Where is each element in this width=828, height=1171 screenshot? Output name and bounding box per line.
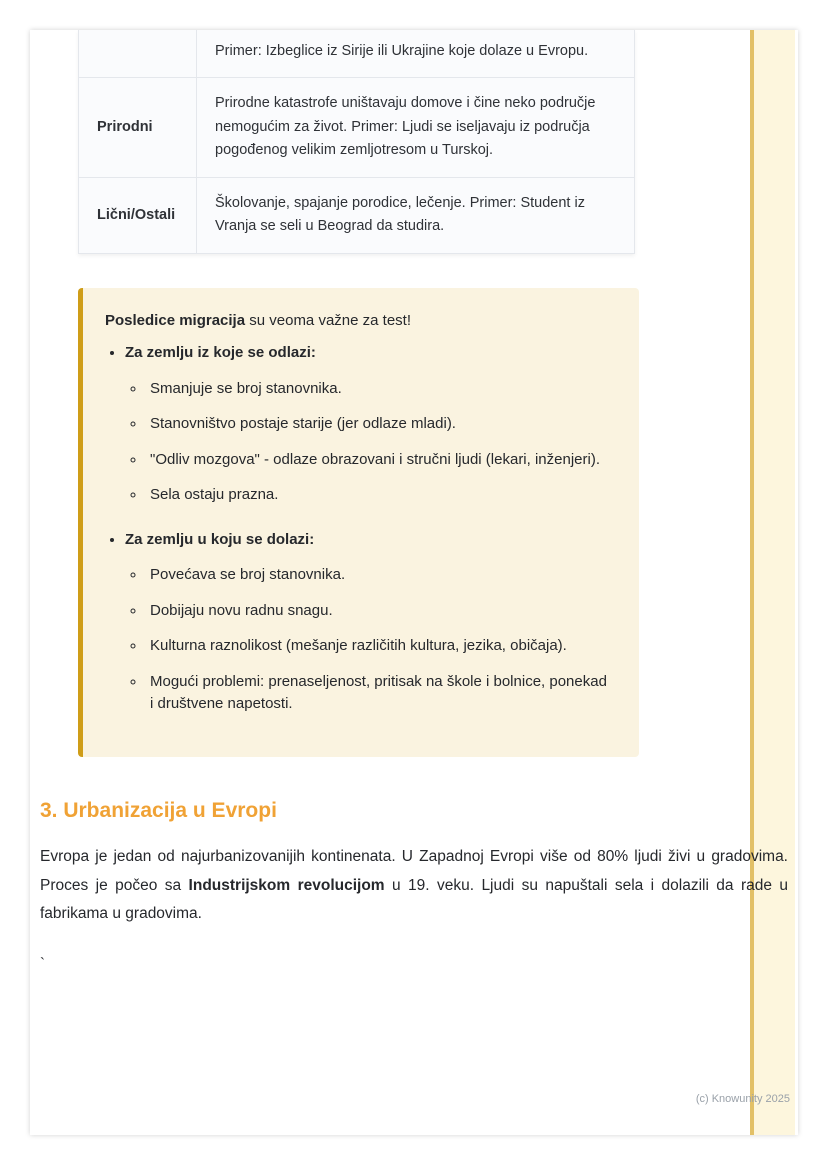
callout-intro bbox=[105, 310, 613, 333]
list-item: ◦ "Odliv mozgova" - odlaze obrazovani i stručni ljudi (lekari, inženjeri). bbox=[146, 449, 613, 472]
body-paragraph bbox=[40, 843, 788, 929]
list-item: ◦ Sela ostaju prazna. bbox=[146, 484, 613, 507]
callout-list bbox=[125, 342, 613, 716]
document-page bbox=[30, 30, 798, 1135]
list-item: ◦ Mogući problemi: prenaseljenost, pritisak na škole i bolnice, ponekad i društvene napetosti. bbox=[146, 671, 613, 716]
copyright: (c) Knowunity 2025 bbox=[695, 1093, 790, 1105]
bullet-group-arriving bbox=[125, 529, 613, 716]
section-heading: 3. Urbanizacija u Evropi bbox=[40, 798, 277, 822]
list-item: ◦ Stanovništvo postaje starije (jer odlaze mladi). bbox=[146, 413, 613, 436]
consequences-callout bbox=[78, 288, 639, 757]
table-row bbox=[79, 30, 635, 78]
stray-backtick: ` bbox=[40, 954, 45, 972]
row-text-cell: Primer: Izbeglice iz Sirije ili Ukrajine koje dolaze u Evropu. bbox=[197, 30, 635, 78]
list-item: ◦ Kulturna raznolikost (mešanje različitih kultura, jezika, običaja). bbox=[146, 635, 613, 658]
paragraph-bold-text: Industrijskom revolucijom bbox=[188, 876, 385, 894]
row-label-cell: Prirodni bbox=[79, 78, 197, 177]
list-item: ◦ Povećava se broj stanovnika. bbox=[146, 564, 613, 587]
bullet-group-leaving bbox=[125, 342, 613, 507]
bullet-group-title: Za zemlju u koju se dolazi: bbox=[125, 530, 315, 548]
callout-intro-bold: Posledice migracija bbox=[105, 311, 246, 329]
callout-intro-rest: su veoma važne za test! bbox=[245, 311, 411, 329]
sub-list bbox=[146, 378, 613, 507]
row-text-cell: Školovanje, spajanje porodice, lečenje. Primer: Student iz Vranja se seli u Beograd da studira. bbox=[197, 177, 635, 253]
row-label-cell: Lični/Ostali bbox=[79, 177, 197, 253]
table-row bbox=[79, 177, 635, 253]
bullet-group-title: Za zemlju iz koje se odlazi: bbox=[125, 344, 316, 362]
document-content bbox=[30, 30, 798, 972]
sub-list bbox=[146, 564, 613, 716]
paragraph-text: u 19. veku. Ljudi su napuštali sela i dolazili da rade u fabrikama u gradovima. bbox=[40, 876, 789, 923]
migration-factors-table bbox=[78, 30, 635, 254]
list-item: ◦ Smanjuje se broj stanovnika. bbox=[146, 378, 613, 401]
row-label-cell bbox=[79, 30, 197, 78]
table-row bbox=[79, 78, 635, 177]
row-text-cell: Prirodne katastrofe uništavaju domove i čine neko područje nemogućim za život. Primer: Ljudi se iseljavaju iz područja pogođenog velikim zemljotresom u Turskoj. bbox=[197, 78, 635, 177]
list-item: ◦ Dobijaju novu radnu snagu. bbox=[146, 600, 613, 623]
paragraph-text: Evropa je jedan od najurbanizovanijih kontinenata. U Zapadnoj Evropi više od 80% ljudi živi u gradovima. Proces je počeo sa bbox=[40, 847, 788, 894]
